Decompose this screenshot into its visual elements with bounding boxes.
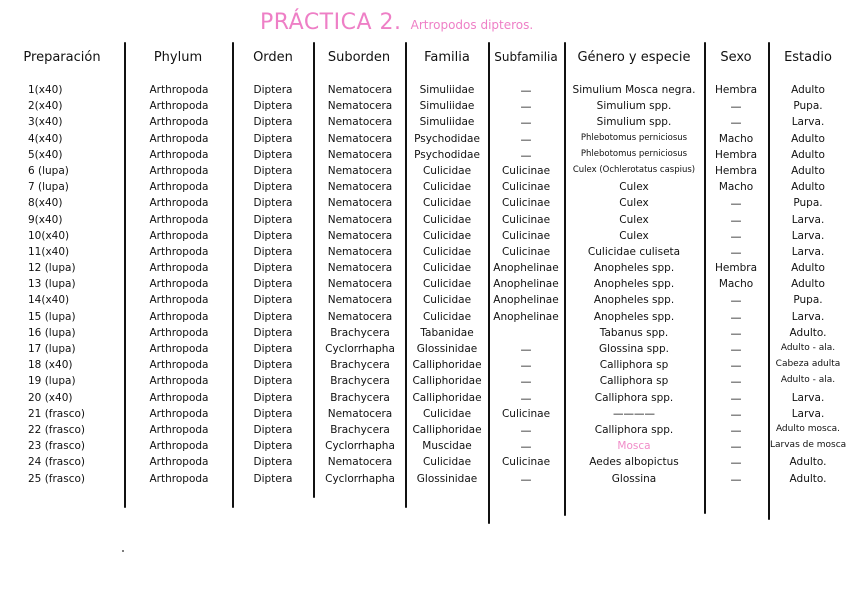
- cell-subfamilia: Anophelinae: [493, 310, 559, 323]
- cell-suborden: Nematocera: [327, 197, 393, 210]
- cell-estadio: Adulto: [791, 262, 825, 275]
- cell-sexo: Hembra: [715, 148, 757, 161]
- page-title: [260, 10, 533, 35]
- cell-sexo: —: [730, 326, 742, 340]
- cell-phylum: Arthropoda: [149, 132, 209, 145]
- cell-suborden: Nematocera: [327, 278, 393, 291]
- cell-familia: Glossinidae: [416, 472, 478, 485]
- cell-suborden: Brachycera: [330, 359, 390, 372]
- cell-suborden: Nematocera: [327, 132, 393, 145]
- cell-genero-especie: Calliphora spp.: [594, 391, 674, 404]
- cell-estadio: Adulto.: [789, 456, 827, 469]
- cell-sexo: —: [730, 407, 742, 421]
- cell-orden: Diptera: [253, 164, 293, 177]
- cell-genero-especie: Anopheles spp.: [593, 278, 675, 291]
- table-row: [0, 294, 848, 310]
- cell-preparacion: 14(x40): [28, 294, 70, 307]
- header-orden: Orden: [253, 50, 293, 65]
- cell-familia: Calliphoridae: [412, 375, 482, 388]
- table-row: [0, 262, 848, 278]
- cell-preparacion: 9(x40): [28, 213, 63, 226]
- cell-genero-especie: Culex: [619, 213, 649, 226]
- cell-phylum: Arthropoda: [149, 375, 209, 388]
- table-row: [0, 424, 848, 440]
- cell-familia: Culicidae: [422, 229, 472, 242]
- cell-orden: Diptera: [253, 472, 293, 485]
- cell-familia: Calliphoridae: [412, 391, 482, 404]
- cell-genero-especie: Anopheles spp.: [593, 294, 675, 307]
- cell-phylum: Arthropoda: [149, 343, 209, 355]
- cell-sexo: —: [730, 391, 742, 405]
- table-row: [0, 440, 848, 456]
- cell-subfamilia: Anophelinae: [493, 294, 559, 307]
- table-row: [0, 149, 848, 165]
- header-phylum: Phylum: [153, 50, 203, 65]
- cell-preparacion: 8(x40): [28, 197, 63, 210]
- cell-preparacion: 12 (lupa): [28, 262, 76, 275]
- cell-orden: Diptera: [253, 310, 293, 323]
- cell-estadio: Adulto.: [789, 472, 827, 485]
- header-preparacion: Preparación: [23, 50, 101, 65]
- cell-subfamilia: Anophelinae: [493, 262, 559, 275]
- cell-estadio: Cabeza adulta: [775, 359, 841, 370]
- cell-orden: Diptera: [253, 262, 293, 275]
- cell-phylum: Arthropoda: [149, 197, 209, 210]
- title-subtitle: Artropodos dipteros.: [410, 18, 534, 32]
- table-row: [0, 327, 848, 343]
- cell-estadio: Pupa.: [793, 294, 823, 307]
- cell-orden: Diptera: [253, 375, 293, 388]
- table-row: [0, 100, 848, 116]
- cell-estadio: Adulto - ala.: [780, 343, 836, 353]
- cell-preparacion: 11(x40): [28, 245, 70, 258]
- cell-genero-especie: Glossina: [611, 472, 657, 485]
- cell-sexo: Hembra: [715, 84, 757, 96]
- header-familia: Familia: [424, 50, 470, 65]
- cell-orden: Diptera: [253, 391, 293, 404]
- cell-estadio: Adulto mosca.: [775, 423, 841, 434]
- table-row: [0, 473, 848, 489]
- cell-subfamilia: Culicinae: [501, 181, 551, 194]
- cell-sexo: —: [730, 440, 742, 454]
- table-row: [0, 311, 848, 327]
- cell-subfamilia: Culicinae: [501, 456, 551, 469]
- cell-phylum: Arthropoda: [149, 472, 209, 485]
- cell-familia: Culicidae: [422, 262, 472, 275]
- cell-suborden: Nematocera: [327, 407, 393, 420]
- cell-familia: Calliphoridae: [412, 423, 482, 436]
- cell-preparacion: 13 (lupa): [28, 278, 76, 291]
- cell-sexo: Hembra: [715, 262, 757, 275]
- cell-subfamilia: —: [520, 343, 532, 356]
- cell-subfamilia: —: [520, 100, 532, 114]
- table-row: [0, 408, 848, 424]
- cell-estadio: Adulto: [791, 278, 825, 291]
- table-row: [0, 343, 848, 359]
- cell-sexo: —: [730, 423, 742, 437]
- cell-suborden: Brachycera: [330, 326, 390, 339]
- cell-orden: Diptera: [253, 213, 293, 226]
- cell-phylum: Arthropoda: [149, 278, 209, 291]
- cell-orden: Diptera: [253, 197, 293, 210]
- table-row: [0, 181, 848, 197]
- cell-estadio: Adulto - ala.: [780, 375, 836, 386]
- header-sexo: Sexo: [720, 50, 752, 65]
- cell-suborden: Brachycera: [330, 423, 390, 436]
- cell-preparacion: 18 (x40): [28, 359, 73, 372]
- cell-genero-especie: Mosca: [617, 440, 651, 453]
- cell-phylum: Arthropoda: [149, 213, 209, 226]
- cell-genero-especie: Tabanus spp.: [599, 326, 669, 339]
- cell-genero-especie: Culex: [619, 181, 649, 194]
- cell-estadio: Adulto.: [789, 326, 827, 339]
- cell-genero-especie: Calliphora sp: [599, 359, 669, 372]
- cell-subfamilia: Culicinae: [501, 213, 551, 226]
- header-estadio: Estadio: [784, 50, 832, 65]
- cell-genero-especie: Anopheles spp.: [593, 310, 675, 323]
- table-row: [0, 246, 848, 262]
- cell-subfamilia: Culicinae: [501, 164, 551, 177]
- cell-phylum: Arthropoda: [149, 407, 209, 420]
- cell-orden: Diptera: [253, 294, 293, 307]
- cell-subfamilia: Anophelinae: [493, 278, 559, 291]
- cell-preparacion: 15 (lupa): [28, 310, 76, 323]
- cell-phylum: Arthropoda: [149, 84, 209, 96]
- cell-suborden: Nematocera: [327, 229, 393, 242]
- cell-sexo: —: [730, 375, 742, 389]
- table-row: [0, 375, 848, 391]
- cell-subfamilia: —: [520, 148, 532, 162]
- cell-genero-especie: Phlebotomus perniciosus: [580, 132, 688, 143]
- cell-estadio: Pupa.: [793, 100, 823, 113]
- cell-sexo: Macho: [718, 181, 754, 194]
- stray-mark: [122, 550, 124, 552]
- cell-suborden: Cyclorrhapha: [325, 472, 395, 485]
- cell-estadio: Larva.: [791, 407, 825, 420]
- cell-preparacion: 21 (frasco): [28, 407, 86, 420]
- cell-preparacion: 24 (frasco): [28, 456, 86, 469]
- cell-familia: Culicidae: [422, 197, 472, 210]
- cell-estadio: Larva.: [791, 245, 825, 258]
- cell-orden: Diptera: [253, 456, 293, 469]
- cell-preparacion: 2(x40): [28, 100, 63, 113]
- cell-subfamilia: Culicinae: [501, 245, 551, 258]
- header-subfamilia: Subfamilia: [494, 50, 558, 64]
- cell-orden: Diptera: [253, 245, 293, 258]
- cell-genero-especie: Aedes albopictus: [589, 456, 679, 469]
- data-rows: [0, 84, 848, 489]
- cell-suborden: Nematocera: [327, 181, 393, 194]
- table-row: [0, 133, 848, 149]
- table-row: [0, 197, 848, 213]
- cell-estadio: Adulto: [791, 148, 825, 161]
- cell-suborden: Nematocera: [327, 100, 393, 113]
- table-row: [0, 165, 848, 181]
- cell-subfamilia: Culicinae: [501, 229, 551, 242]
- cell-sexo: —: [730, 310, 742, 324]
- table-row: [0, 214, 848, 230]
- cell-familia: Culicidae: [422, 407, 472, 420]
- cell-suborden: Nematocera: [327, 456, 393, 469]
- cell-subfamilia: —: [520, 359, 532, 373]
- cell-familia: Glossinidae: [416, 343, 478, 355]
- table-row: [0, 278, 848, 294]
- cell-familia: Culicidae: [422, 456, 472, 469]
- cell-subfamilia: —: [520, 423, 532, 437]
- cell-genero-especie: Simulium spp.: [596, 100, 672, 113]
- cell-preparacion: 5(x40): [28, 148, 63, 161]
- cell-estadio: Pupa.: [793, 197, 823, 210]
- cell-estadio: Larva.: [791, 229, 825, 242]
- cell-phylum: Arthropoda: [149, 116, 209, 129]
- cell-orden: Diptera: [253, 229, 293, 242]
- cell-genero-especie: Culicidae culiseta: [587, 245, 681, 258]
- cell-orden: Diptera: [253, 343, 293, 355]
- header-genero-especie: Género y especie: [577, 50, 691, 65]
- cell-phylum: Arthropoda: [149, 456, 209, 469]
- cell-genero-especie: Simulium spp.: [596, 116, 672, 129]
- cell-preparacion: 20 (x40): [28, 391, 73, 404]
- table-row: [0, 456, 848, 472]
- cell-suborden: Nematocera: [327, 84, 393, 96]
- cell-familia: Simuliidae: [419, 116, 475, 129]
- cell-sexo: —: [730, 294, 742, 308]
- cell-preparacion: 10(x40): [28, 229, 70, 242]
- cell-orden: Diptera: [253, 359, 293, 372]
- cell-phylum: Arthropoda: [149, 229, 209, 242]
- cell-phylum: Arthropoda: [149, 326, 209, 339]
- cell-sexo: —: [730, 100, 742, 114]
- cell-sexo: —: [730, 197, 742, 211]
- cell-familia: Culicidae: [422, 213, 472, 226]
- table-row: [0, 230, 848, 246]
- cell-familia: Culicidae: [422, 278, 472, 291]
- cell-suborden: Nematocera: [327, 245, 393, 258]
- cell-sexo: Hembra: [715, 164, 757, 177]
- table-row: [0, 359, 848, 375]
- cell-estadio: Larva.: [791, 116, 825, 129]
- cell-preparacion: 3(x40): [28, 116, 63, 129]
- table-row: [0, 116, 848, 132]
- cell-phylum: Arthropoda: [149, 310, 209, 323]
- cell-phylum: Arthropoda: [149, 359, 209, 372]
- cell-suborden: Nematocera: [327, 310, 393, 323]
- cell-familia: Simuliidae: [419, 100, 475, 113]
- cell-estadio: Larva.: [791, 391, 825, 404]
- cell-orden: Diptera: [253, 84, 293, 96]
- cell-familia: Calliphoridae: [412, 359, 482, 372]
- cell-sexo: —: [730, 472, 742, 486]
- cell-subfamilia: —: [520, 84, 532, 97]
- cell-orden: Diptera: [253, 116, 293, 129]
- cell-sexo: —: [730, 343, 742, 356]
- cell-sexo: —: [730, 456, 742, 470]
- cell-genero-especie: Culex (Ochlerotatus caspius): [572, 164, 696, 175]
- cell-orden: Diptera: [253, 181, 293, 194]
- cell-sexo: —: [730, 229, 742, 243]
- cell-orden: Diptera: [253, 278, 293, 291]
- cell-preparacion: 6 (lupa): [28, 164, 69, 177]
- cell-estadio: Adulto: [791, 132, 825, 145]
- title-main: PRÁCTICA 2.: [260, 10, 402, 35]
- cell-sexo: —: [730, 359, 742, 373]
- cell-phylum: Arthropoda: [149, 100, 209, 113]
- cell-familia: Culicidae: [422, 245, 472, 258]
- cell-preparacion: 25 (frasco): [28, 472, 86, 485]
- cell-subfamilia: —: [520, 132, 532, 146]
- cell-familia: Muscidae: [422, 440, 472, 453]
- cell-preparacion: 23 (frasco): [28, 440, 86, 453]
- cell-suborden: Brachycera: [330, 375, 390, 388]
- cell-familia: Culicidae: [422, 181, 472, 194]
- cell-sexo: —: [730, 116, 742, 130]
- cell-estadio: Larva.: [791, 213, 825, 226]
- cell-suborden: Nematocera: [327, 213, 393, 226]
- cell-genero-especie: Glossina spp.: [599, 343, 669, 355]
- cell-suborden: Cyclorrhapha: [325, 343, 395, 355]
- cell-phylum: Arthropoda: [149, 245, 209, 258]
- cell-phylum: Arthropoda: [149, 423, 209, 436]
- cell-suborden: Cyclorrhapha: [325, 440, 395, 453]
- cell-estadio: Adulto: [791, 84, 825, 96]
- cell-genero-especie: Calliphora spp.: [594, 423, 674, 436]
- cell-orden: Diptera: [253, 100, 293, 113]
- cell-familia: Culicidae: [422, 294, 472, 307]
- cell-preparacion: 4(x40): [28, 132, 63, 145]
- cell-phylum: Arthropoda: [149, 294, 209, 307]
- cell-sexo: Macho: [718, 278, 754, 291]
- cell-orden: Diptera: [253, 132, 293, 145]
- cell-genero-especie: Culex: [619, 197, 649, 210]
- cell-phylum: Arthropoda: [149, 148, 209, 161]
- cell-genero-especie: Phlebotomus perniciosus: [580, 148, 688, 159]
- cell-subfamilia: —: [520, 472, 532, 486]
- cell-estadio: Larva.: [791, 310, 825, 323]
- cell-estadio: Adulto: [791, 181, 825, 194]
- table-row: [0, 84, 848, 100]
- cell-phylum: Arthropoda: [149, 164, 209, 177]
- cell-genero-especie: Culex: [619, 229, 649, 242]
- table-row: [0, 392, 848, 408]
- cell-estadio: Larvas de mosca: [770, 440, 847, 451]
- cell-orden: Diptera: [253, 440, 293, 453]
- cell-phylum: Arthropoda: [149, 181, 209, 194]
- cell-phylum: Arthropoda: [149, 440, 209, 453]
- cell-sexo: Macho: [718, 132, 754, 145]
- cell-subfamilia: —: [520, 440, 532, 454]
- cell-subfamilia: —: [520, 391, 532, 405]
- cell-suborden: Nematocera: [327, 294, 393, 307]
- cell-orden: Diptera: [253, 326, 293, 339]
- cell-suborden: Brachycera: [330, 391, 390, 404]
- cell-phylum: Arthropoda: [149, 391, 209, 404]
- cell-preparacion: 22 (frasco): [28, 423, 86, 436]
- cell-sexo: —: [730, 213, 742, 227]
- cell-preparacion: 7 (lupa): [28, 181, 69, 194]
- cell-estadio: Adulto: [791, 164, 825, 177]
- cell-preparacion: 1(x40): [28, 84, 63, 96]
- cell-familia: Psychodidae: [414, 148, 480, 161]
- cell-suborden: Nematocera: [327, 148, 393, 161]
- cell-orden: Diptera: [253, 407, 293, 420]
- cell-orden: Diptera: [253, 423, 293, 436]
- cell-orden: Diptera: [253, 148, 293, 161]
- cell-suborden: Nematocera: [327, 164, 393, 177]
- cell-sexo: —: [730, 245, 742, 259]
- cell-familia: Tabanidae: [420, 326, 474, 339]
- cell-preparacion: 19 (lupa): [28, 375, 76, 388]
- cell-familia: Culicidae: [422, 310, 472, 323]
- cell-preparacion: 17 (lupa): [28, 343, 76, 355]
- cell-suborden: Nematocera: [327, 116, 393, 129]
- cell-subfamilia: —: [520, 375, 532, 389]
- cell-familia: Simuliidae: [419, 84, 475, 96]
- cell-familia: Psychodidae: [414, 132, 480, 145]
- cell-subfamilia: Culicinae: [501, 407, 551, 420]
- cell-genero-especie: Calliphora sp: [599, 375, 669, 388]
- cell-subfamilia: —: [520, 116, 532, 130]
- header-suborden: Suborden: [327, 50, 391, 65]
- cell-familia: Culicidae: [422, 164, 472, 177]
- cell-subfamilia: Culicinae: [501, 197, 551, 210]
- cell-suborden: Nematocera: [327, 262, 393, 275]
- cell-genero-especie: Anopheles spp.: [593, 262, 675, 275]
- cell-phylum: Arthropoda: [149, 262, 209, 275]
- cell-preparacion: 16 (lupa): [28, 326, 76, 339]
- cell-genero-especie: ————: [613, 407, 655, 420]
- cell-genero-especie: Simulium Mosca negra.: [572, 84, 696, 96]
